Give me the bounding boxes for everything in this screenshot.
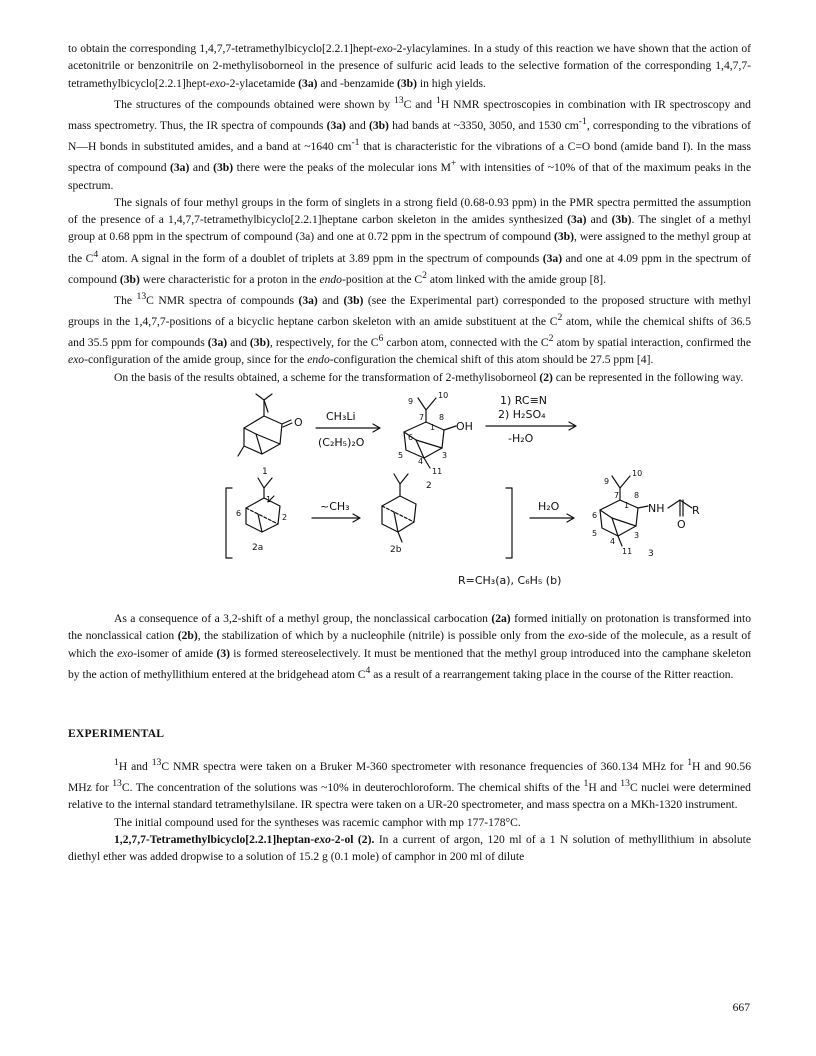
atom-number: 3 bbox=[634, 531, 640, 541]
paragraph: As a consequence of a 3,2-shift of a methyl group, the nonclassical carbocation (2a) formed initially on protonation is transformed into the nonclassical cation (2b), the stabilization of which by a nucleophile (nitrile) is possible only from the exo-side of the molecule, as a result of which the exo-isomer of amide (3) is formed stereoselectively. It must be mentioned that the methyl group introduced into the camphane skeleton by the action of methyllithium entered at the bridgehead atom $C^4$ as a result of a rearrangement taking place in the course of the Ritter reaction. bbox=[68, 612, 751, 681]
camphor-oxo: O bbox=[294, 416, 303, 430]
paragraph: $^1$H and $^{13}$C NMR spectra were taken on a Bruker M-360 spectrometer with resonance frequencies of 360.134 MHz for $^1$H and 90.56 MHz for $^{13}$C. The concentration of the solutions was ~10% in deuterochloroform. The chemical shifts of the $^1$H and $^{13}$C nuclei were determined relative to the internal standard tetramethylsilane. IR spectra were taken on a UR-20 spectrometer, and mass spectra on a MKh-1320 instrument. bbox=[68, 757, 751, 812]
reagent-ether: (C₂H₅)₂O bbox=[318, 436, 365, 450]
atom-number: 7 bbox=[419, 413, 425, 423]
hydroxyl-group: OH bbox=[456, 420, 473, 434]
reagent-sulfuric-acid: 2) H₂SO₄ bbox=[498, 408, 546, 422]
paragraph: to obtain the corresponding 1,4,7,7-tetramethylbicyclo[2.2.1]hept-exo-2-ylacylamines. In a study of this reaction we have shown that the action of acetonitrile or benzonitrile on 2-methylisoborneol in the presence of sulfuric acid leads to the selective formation of the corresponding 1,4,7,7-tetramethylbicyclo[2.2.1]hept-exo-2-ylacetamide (3a) and -benzamide (3b) in high yields. bbox=[68, 42, 751, 90]
paragraph: The structures of the compounds obtained were shown by $^{13}$C and $^1$H NMR spectroscopies in combination with IR spectroscopy and mass spectrometry. Thus, the IR spectra of compounds (3a) and (3b) had bands at ~3350, 3050, and 1530 $cm^{-1}$, corresponding to the vibrations of N—H bonds in substituted amides, and a band at ~1640 $cm^{-1}$ that is characteristic for the vibrations of a C=O bond (amide band I). In the mass spectra of compound (3a) and (3b) there were the peaks of the molecular ions M+ with intensities of ~10% of that of the maximum peaks in the spectrum. bbox=[68, 94, 752, 192]
reaction-scheme bbox=[68, 392, 751, 606]
reaction-scheme-drawing bbox=[68, 392, 751, 606]
atom-number: 11 bbox=[432, 467, 443, 477]
atom-number: 6 bbox=[408, 433, 414, 443]
r-group-definition: R=CH₃(a), C₆H₅ (b) bbox=[458, 574, 562, 588]
amide-carbonyl-oxygen: O bbox=[677, 518, 686, 532]
label-2a: 2a bbox=[252, 543, 264, 554]
arrow-3 bbox=[530, 514, 574, 522]
arrow-methyl-shift bbox=[312, 514, 360, 522]
water-reagent: H₂O bbox=[538, 500, 560, 514]
paragraph: The signals of four methyl groups in the form of singlets in a strong field (0.68-0.93 ppm) in the PMR spectra permitted the assumption of the presence of a 1,4,7,7-tetramethylbicyclo[2.2.1]heptane carbon skeleton in the amides synthesized (3a) and (3b). The singlet of a methyl group at 0.68 ppm in the spectrum of compound (3a) and one at 0.72 ppm in the spectrum of compound (3b), were assigned to the methyl group at the $C^4$ atom. A signal in the form of a doublet of triplets at 3.89 ppm in the spectrum of compounds (3a) and one at 4.09 ppm in the spectrum of compound (3b) were characteristic for a proton in the endo-position at the $C^2$ atom linked with the amide group [8]. bbox=[68, 195, 752, 286]
atom-number: 4 bbox=[610, 537, 616, 547]
amide-r-group: R bbox=[692, 504, 700, 518]
paragraphs-bottom bbox=[68, 610, 751, 683]
structure-cation-2a bbox=[246, 478, 280, 532]
atom-number: 3 bbox=[442, 451, 448, 461]
atom-number: 1 bbox=[624, 501, 630, 511]
atom-number: 11 bbox=[622, 547, 633, 557]
bracket-right bbox=[506, 488, 512, 558]
atom-number: 1 bbox=[266, 495, 272, 505]
paragraphs-top bbox=[68, 40, 751, 386]
atom-number: 10 bbox=[438, 392, 449, 401]
atom-number: 2 bbox=[282, 513, 288, 523]
section-heading-experimental: EXPERIMENTAL bbox=[68, 727, 165, 741]
arrow-1 bbox=[316, 424, 380, 432]
page-number: 667 bbox=[732, 1001, 750, 1014]
atom-number: 4 bbox=[418, 457, 424, 467]
bracket-left bbox=[226, 488, 232, 558]
paragraphs-experimental bbox=[68, 754, 751, 866]
methyl-shift-label: ~CH₃ bbox=[320, 500, 350, 514]
label-3: 3 bbox=[648, 549, 654, 560]
paragraph: On the basis of the results obtained, a scheme for the transformation of 2-methylisoborneol (2) can be represented in the following way. bbox=[114, 370, 744, 384]
atom-number: 6 bbox=[592, 511, 598, 521]
label-1: 1 bbox=[262, 467, 268, 478]
atom-number: 5 bbox=[398, 451, 404, 461]
structure-cation-2b bbox=[382, 474, 416, 542]
label-2: 2 bbox=[426, 481, 432, 492]
arrow-2 bbox=[486, 422, 576, 430]
atom-number: 8 bbox=[634, 491, 640, 501]
atom-number: 8 bbox=[439, 413, 445, 423]
reagent-methyllithium: CH₃Li bbox=[326, 410, 356, 424]
paragraph: The initial compound used for the syntheses was racemic camphor with mp 177-178°C. bbox=[114, 815, 521, 829]
structure-camphor bbox=[238, 394, 292, 456]
paragraph: The $^{13}$C NMR spectra of compounds (3a) and (3b) (see the Experimental part) corresponded to the proposed structure with methyl groups in the 1,4,7,7-positions of a bicyclic heptane carbon skeleton with an amide substituent at the $C^2$ atom, while the chemical shifts of 36.5 and 35.5 ppm for compounds (3a) and (3b), respectively, for the $C^6$ carbon atom, connected with the $C^2$ atom by spatial interaction, confirmed the exo-configuration of the amide group, since for the endo-configuration the chemical shift of this atom should be 27.5 ppm [4]. bbox=[68, 291, 751, 367]
amide-nh: NH bbox=[648, 502, 665, 516]
atom-number: 6 bbox=[236, 509, 242, 519]
atom-number: 1 bbox=[430, 423, 436, 433]
atom-number: 10 bbox=[632, 469, 643, 479]
reagent-nitrile: 1) RC≡N bbox=[500, 394, 548, 408]
atom-number: 5 bbox=[592, 529, 598, 539]
reagent-water-loss: -H₂O bbox=[508, 432, 534, 446]
label-2b: 2b bbox=[390, 545, 402, 556]
atom-number: 9 bbox=[408, 397, 414, 407]
structure-amide bbox=[600, 476, 692, 546]
atom-number: 7 bbox=[614, 491, 620, 501]
paragraph: 1,2,7,7-Tetramethylbicyclo[2.2.1]heptan-exo-2-ol (2). In a current of argon, 120 ml of a 1 N solution of methyllithium in absolute diethyl ether was added dropwise to a solution of 15.2 g (0.1 mole) of camphor in 200 ml of dilute bbox=[68, 833, 751, 864]
atom-number: 9 bbox=[604, 477, 610, 487]
page-body bbox=[68, 40, 751, 866]
